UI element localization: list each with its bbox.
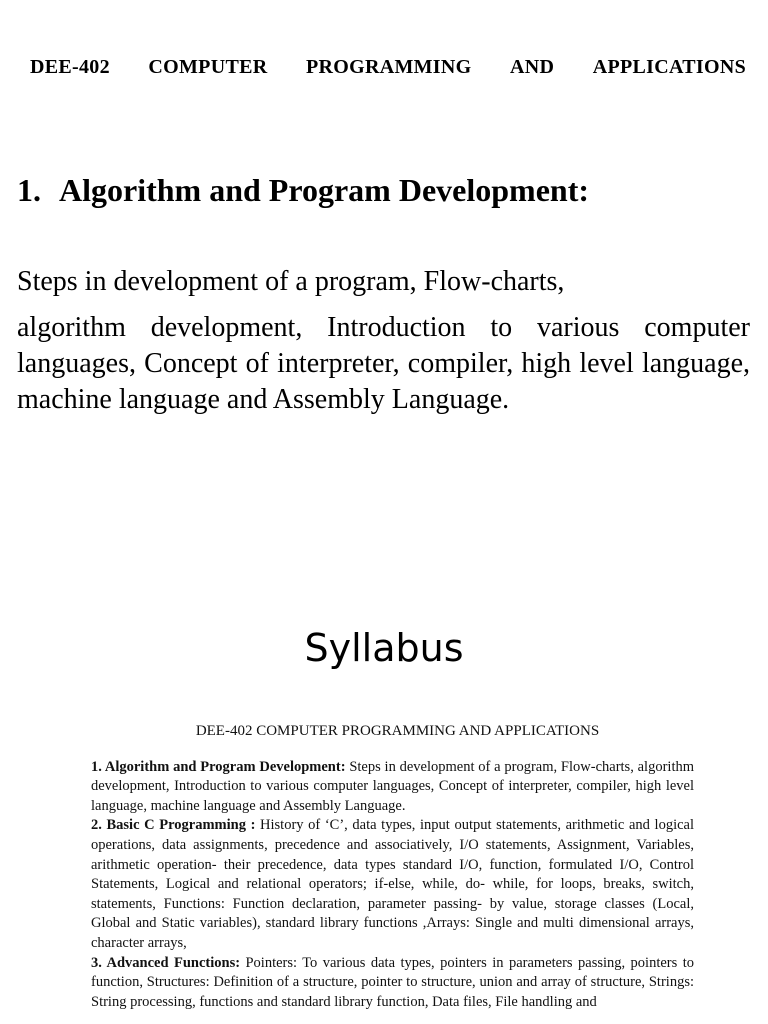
- unit-text: Steps in development of a program, Flow-charts, algorithm development, Introduction to various computer languages, Concept of interpreter, compiler, high level language, machine language and Assembly Language.: [91, 758, 694, 814]
- course-title: [30, 56, 746, 79]
- syllabus-unit: [91, 954, 694, 1013]
- unit-heading: 3. Advanced Functions:: [91, 954, 241, 971]
- course-title-word: PROGRAMMING: [305, 56, 472, 78]
- course-title-word: DEE-402: [30, 56, 110, 78]
- unit-heading: 2. Basic C Programming :: [91, 817, 256, 834]
- syllabus-unit: [91, 816, 694, 953]
- course-title-word: APPLICATIONS: [592, 56, 746, 78]
- syllabus-unit: [91, 758, 694, 817]
- body-first-line: Steps in development of a program, Flow-charts,: [17, 266, 565, 297]
- unit-text: History of ‘C’, data types, input output statements, arithmetic and logical operations, data assignments, precedence and associatively, I/O statements, Assignment, Variables, arithmetic operation- their precedence, data types standard I/O, function, formulated I/O, Control Statements, Logical and relational operators; if-else, while, do- while, for loops, breaks, switch, statements, Functions: Function declaration, parameter passing- by value, storage classes (Local, Global and Static variables), standard library functions ,Arrays: Single and multi dimensional arrays, character arrays,: [91, 817, 694, 951]
- course-title-word: AND: [510, 56, 555, 78]
- unit-text: Pointers: To various data types, pointers in parameters passing, pointers to function, Structures: Definition of a structure, pointer to structure, union and array of structure, Strings: String processing, functions and standard library function, Data files, File handling and: [91, 954, 694, 1010]
- body-paragraph: algorithm development, Introduction to various computer languages, Concept of interpreter, compiler, high level language, machine language and Assembly Language.: [17, 312, 750, 415]
- course-title-word: COMPUTER: [148, 56, 268, 78]
- section-number: 1.: [17, 172, 41, 208]
- unit-heading: 1. Algorithm and Program Development:: [91, 758, 346, 775]
- syllabus-title: Syllabus: [304, 626, 464, 670]
- syllabus-scan: [91, 722, 694, 1012]
- syllabus-body: [91, 758, 694, 1013]
- syllabus-doc-title: DEE-402 COMPUTER PROGRAMMING AND APPLICATIONS: [195, 723, 600, 739]
- section-heading: [17, 172, 589, 209]
- section-heading-text: Algorithm and Program Development:: [59, 172, 589, 208]
